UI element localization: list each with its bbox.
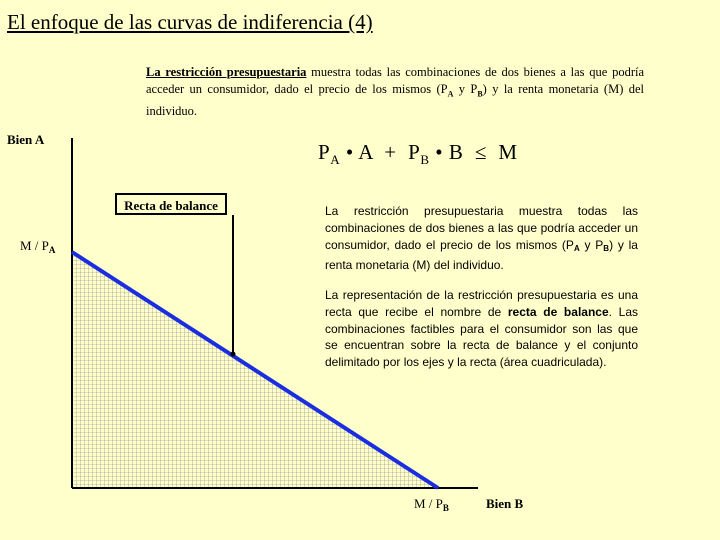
formula-mid-1: • A + P — [340, 140, 421, 164]
y-intercept-sub: A — [48, 245, 56, 255]
intro-body: muestra todas las combinaciones de dos bienes a las que podría acceder un consumidor, dado el precio de los mismos (P — [146, 65, 644, 96]
formula-mid-2: • B ≤ M — [429, 140, 518, 164]
intro-lead: La restricción presupuestaria — [146, 65, 307, 79]
para2-bold: recta de balance — [507, 304, 609, 319]
para1-and: y P — [579, 237, 604, 252]
callout-pointer-tip — [231, 352, 236, 357]
para1-sub-a: A — [573, 243, 580, 253]
intro-and: y P — [453, 82, 478, 96]
intro-sub-a: A — [447, 89, 454, 99]
page-title: El enfoque de las curvas de indiferencia (4) — [7, 10, 373, 34]
para1-end: ) y la renta monetaria (M) del individuo. — [325, 237, 638, 273]
para2-text-2: . Las combinaciones factibles para el consumidor son las que se encuentran sobre la recta de balance y el conjunto delimitado por los ejes y la recta (área cuadriculada). — [325, 304, 639, 370]
x-axis-label: Bien B — [486, 496, 524, 511]
para1-text: La restricción presupuestaria muestra todas las combinaciones de dos bienes a las que podría acceder un consumidor, dado el precio de los mismos (P — [325, 204, 638, 252]
intro-sub-b: B — [477, 89, 483, 99]
x-intercept-text: M / P — [414, 496, 443, 511]
balance-line-callout: Recta de balance — [115, 193, 227, 215]
para1-sub-b: B — [603, 243, 610, 253]
explanation-paragraph-1 — [325, 203, 638, 274]
formula-sub-b: B — [420, 152, 430, 167]
formula-p-a: P — [318, 140, 331, 164]
explanation-paragraph-2 — [325, 287, 638, 371]
x-intercept-label — [414, 496, 449, 513]
y-intercept-label — [20, 238, 55, 255]
intro-end: ) y la renta monetaria (M) del individuo. — [146, 82, 645, 118]
y-intercept-text: M / P — [20, 238, 49, 253]
formula-sub-a: A — [330, 152, 341, 167]
para2-text-1: La representación de la restricción presupuestaria es una recta que recibe el nombre de — [325, 288, 638, 319]
y-axis-label: Bien A — [7, 132, 45, 147]
x-intercept-sub: B — [442, 503, 449, 513]
